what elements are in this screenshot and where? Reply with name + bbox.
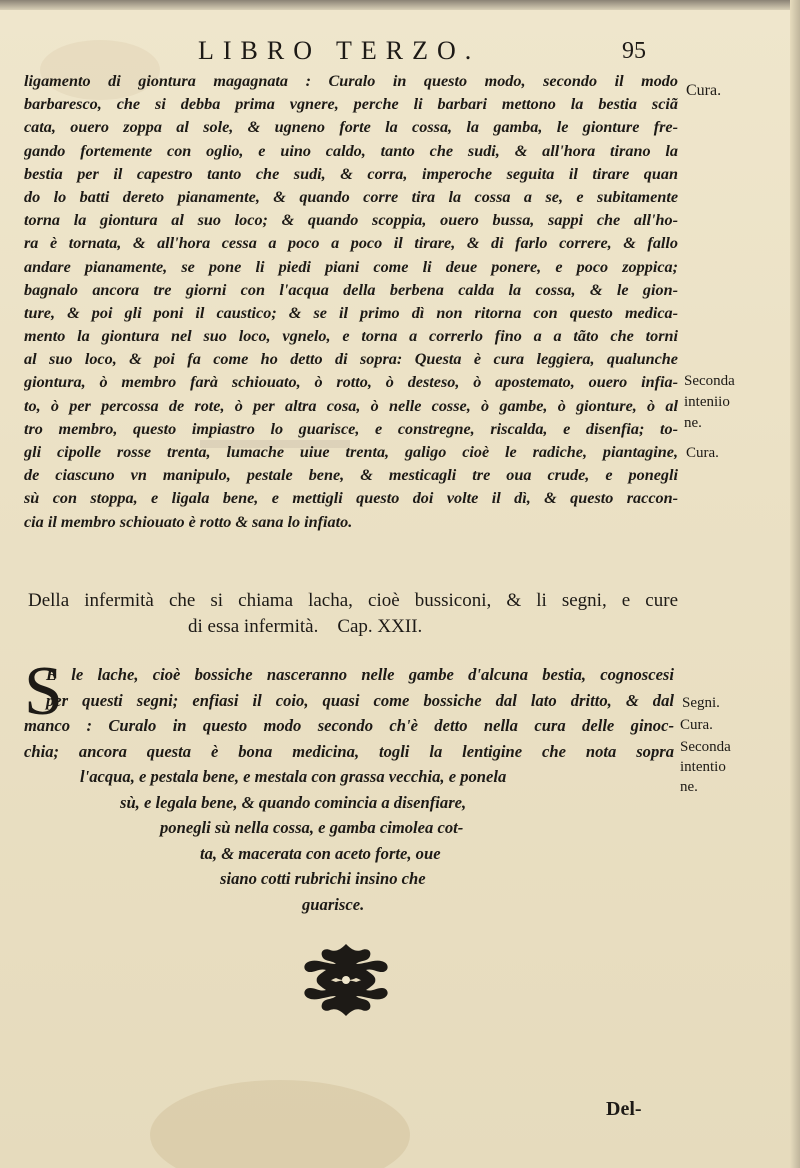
body-text-section-2	[24, 653, 674, 917]
text-line: l'acqua, e pestala bene, e mestala con grassa vecchia, e ponela	[80, 767, 507, 786]
text-line: gli cipolle rosse trenta, lumache uiue trenta, galigo cioè le radiche, piantagine,	[24, 443, 678, 461]
fleuron-ornament-icon	[296, 940, 396, 1020]
chapter-number: di essa infermità. Cap. XXII.	[188, 616, 423, 637]
text-line: tro membro, questo impiastro lo guarisce, e constregne, riscalda, e disenfia; to-	[24, 419, 678, 438]
text-line: guarisce.	[302, 894, 365, 914]
margin-note-intentione: intentio	[680, 759, 726, 775]
margin-note-intentione: inteniio	[684, 394, 730, 410]
margin-note-cura: Cura.	[686, 445, 719, 461]
text-line: E le lache, cioè bossiche nasceranno nelle gambe d'alcuna bestia, cognoscesi	[46, 665, 674, 684]
page-header	[0, 36, 800, 70]
chapter-title: Della infermità che si chiama lacha, cioè bussiconi, & li segni, e cure	[28, 590, 678, 611]
text-line: torna la giontura al suo loco; & quando scoppia, ouero bussa, sappi che all'ho-	[24, 211, 678, 230]
text-line: chia; ancora questa è bona medicina, togli la lentigine che nota sopra	[24, 741, 674, 761]
text-line: gando fortemente con oglio, e uino caldo, tanto che sudi, & all'hora tirano la	[24, 141, 678, 160]
text-line: per questi segni; enfiasi il coio, quasi come bossiche dal lato dritto, & dal	[46, 690, 674, 710]
drop-cap: S	[24, 653, 63, 730]
text-line: mento la giontura nel suo loco, vgnelo, e torna a correrlo fino a a tãto che torni	[24, 327, 678, 346]
margin-note-cura: Cura.	[686, 82, 722, 99]
page-right-edge	[790, 0, 800, 1168]
page-top-edge	[0, 0, 800, 10]
text-line: to, ò per percossa de rote, ò per altra cosa, ò nelle cosse, ò gambe, ò gionture, ò al	[24, 396, 678, 415]
text-line: bestia per il capestro tanto che sudi, & corra, imperoche seguita il tirare quan	[24, 164, 678, 183]
text-line: al suo loco, & poi fa come ho detto di sopra: Questa è cura leggiera, qualunche	[24, 350, 678, 369]
text-line: ra è tornata, & all'hora cessa a poco a poco il tirare, & di farlo correre, & fallo	[24, 234, 678, 253]
text-line: ture, & poi gli poni il caustico; & se il primo dì non ritorna con questo medica-	[24, 303, 678, 322]
text-line: do lo batti dereto pianamente, & quando corre tira la cossa a se, e subitamente	[24, 187, 678, 206]
margin-note-segni: Segni.	[682, 695, 720, 711]
text-line: ponegli sù nella cossa, e gamba cimolea cot-	[160, 818, 464, 837]
margin-note-intentione-end: ne.	[680, 779, 698, 795]
margin-note-seconda: Seconda	[684, 373, 735, 389]
text-line: sù, e legala bene, & quando comincia a disenfiare,	[120, 792, 467, 812]
margin-note-seconda: Seconda	[680, 739, 731, 755]
text-line: manco : Curalo in questo modo secondo ch'è detto nella cura delle ginoc-	[24, 716, 674, 735]
text-line: cata, ouero zoppa al sole, & ugneno forte la cossa, la gamba, le gionture fre-	[24, 118, 678, 137]
text-line: barbaresco, che si debba prima vgnere, perche li barbari mettono la bestia sciã	[24, 95, 678, 114]
text-line: siano cotti rubrichi insino che	[220, 869, 426, 888]
chapter-heading	[28, 588, 678, 640]
text-line: bagnalo ancora tre giorni con l'acqua della berbena calda la cossa, & le gion-	[24, 280, 678, 299]
paper-stain	[150, 1080, 410, 1168]
text-line: de ciascuno vn manipulo, pestale bene, & mesticagli tre oua crude, e ponegli	[24, 466, 678, 485]
page-number: 95	[622, 38, 646, 64]
catchword: Del-	[606, 1098, 642, 1120]
text-line: ligamento di giontura magagnata : Curalo in questo modo, secondo il modo	[24, 72, 678, 90]
text-line: sù con stoppa, e ligala bene, e mettigli questo doi volte il dì, & questo raccon-	[24, 489, 678, 508]
text-line: andare pianamente, se pone li piedi piani come li deue ponere, e poco zoppica;	[24, 257, 678, 276]
text-line: ta, & macerata con aceto forte, oue	[200, 843, 441, 863]
margin-note-cura: Cura.	[680, 717, 713, 733]
margin-note-intentione-end: ne.	[684, 415, 702, 431]
body-text-section-1	[24, 70, 678, 534]
text-line: cia il membro schiouato è rotto & sana lo infiato.	[24, 512, 353, 531]
text-line: giontura, ò membro farà schiouato, ò rotto, ò desteso, ò apostemato, ouero infia-	[24, 373, 678, 392]
running-head: LIBRO TERZO.	[198, 36, 481, 65]
